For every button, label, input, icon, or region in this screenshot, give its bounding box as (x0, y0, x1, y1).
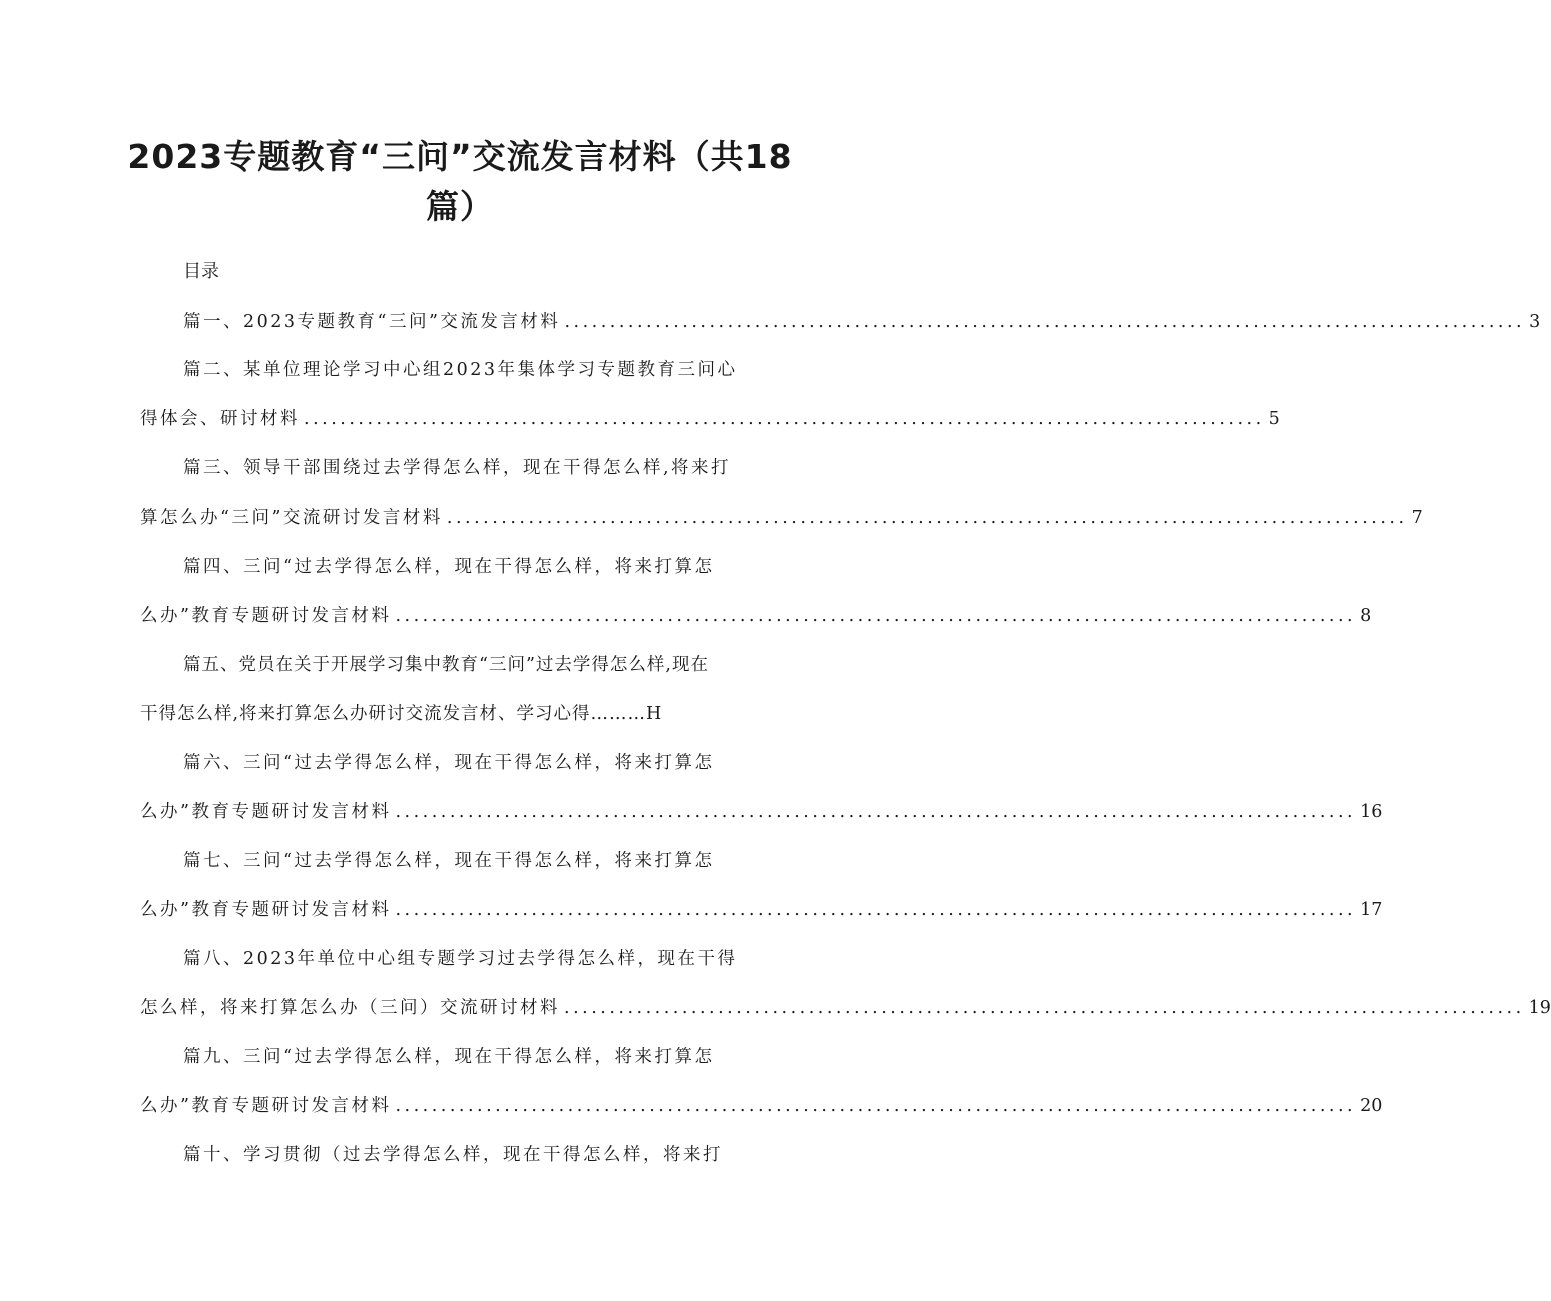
dot-leader: .......................................................................................................... (564, 998, 1525, 1018)
toc-page-number: 5 (1268, 409, 1280, 429)
toc-page-number: 16 (1360, 802, 1383, 822)
toc-entry-text: 么办”教育专题研讨发言材料 (140, 802, 392, 822)
title-line-2: 篇） (426, 187, 494, 226)
toc-heading: 目录 (183, 261, 219, 282)
toc-page-number: 19 (1528, 998, 1551, 1018)
toc-page-number: 20 (1360, 1096, 1383, 1116)
toc-entry-text: 么办”教育专题研讨发言材料 (140, 606, 392, 626)
toc-entry-9-line-1: 篇九、三问“过去学得怎么样，现在干得怎么样，将来打算怎 (183, 1047, 715, 1067)
toc-entry-7-line-1: 篇七、三问“过去学得怎么样，现在干得怎么样，将来打算怎 (183, 851, 715, 871)
toc-entry-text: 篇一、2023专题教育“三问”交流发言材料 (183, 312, 561, 332)
dot-leader: .......................................................................................................... (395, 1096, 1357, 1116)
dot-leader: .......................................................................................................... (304, 409, 1265, 429)
toc-entry-6-line-1: 篇六、三问“过去学得怎么样，现在干得怎么样，将来打算怎 (183, 753, 715, 773)
toc-entry-5-line-1: 篇五、党员在关于开展学习集中教育“三问”过去学得怎么样,现在 (183, 655, 709, 675)
dot-leader: .......................................................................................................... (395, 900, 1357, 920)
toc-entry-4-line-1: 篇四、三问“过去学得怎么样，现在干得怎么样，将来打算怎 (183, 557, 715, 577)
toc-entry-10-line-1: 篇十、学习贯彻（过去学得怎么样，现在干得怎么样，将来打 (183, 1145, 723, 1165)
toc-entry-8-line-1: 篇八、2023年单位中心组专题学习过去学得怎么样，现在干得 (183, 949, 738, 969)
toc-page-number: 17 (1360, 900, 1383, 920)
toc-entry-1 (183, 309, 1541, 335)
toc-entry-7 (140, 897, 1383, 923)
toc-entry-text: 怎么样，将来打算怎么办（三问）交流研讨材料 (140, 998, 560, 1018)
toc-page-number: 7 (1411, 508, 1423, 528)
dot-leader: .......................................................................................................... (446, 508, 1408, 528)
toc-entry-9 (140, 1093, 1383, 1119)
toc-entry-3 (140, 505, 1423, 531)
title-line-1: 2023专题教育“三问”交流发言材料（共18 (127, 137, 793, 176)
toc-entry-3-line-1: 篇三、领导干部围绕过去学得怎么样，现在干得怎么样,将来打 (183, 458, 732, 478)
toc-entry-2-line-1: 篇二、某单位理论学习中心组2023年集体学习专题教育三问心 (183, 360, 738, 380)
toc-entry-8 (140, 995, 1551, 1021)
dot-leader: .......................................................................................................... (395, 606, 1357, 626)
dot-leader: .......................................................................................................... (395, 802, 1357, 822)
toc-entry-text: 么办”教育专题研讨发言材料 (140, 900, 392, 920)
toc-entry-text: 算怎么办“三问”交流研讨发言材料 (140, 508, 443, 528)
toc-page-number: 8 (1360, 606, 1372, 626)
toc-entry-2 (140, 406, 1280, 432)
toc-entry-text: 么办”教育专题研讨发言材料 (140, 1096, 392, 1116)
toc-entry-5-line-2: 干得怎么样,将来打算怎么办研讨交流发言材、学习心得………H (140, 704, 663, 724)
document-title (100, 132, 820, 232)
toc-entry-text: 得体会、研讨材料 (140, 409, 300, 429)
toc-page-number: 3 (1529, 312, 1541, 332)
toc-entry-4 (140, 603, 1372, 629)
toc-entry-6 (140, 799, 1383, 825)
dot-leader: .......................................................................................................... (564, 312, 1526, 332)
